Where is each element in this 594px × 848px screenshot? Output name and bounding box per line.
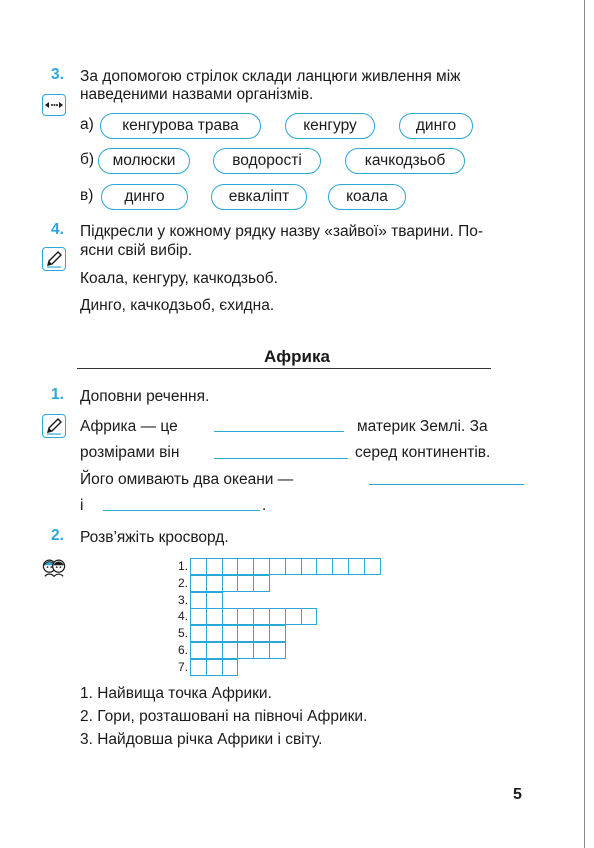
crossword-row-label: 6. xyxy=(177,643,188,657)
crossword-cell[interactable] xyxy=(332,558,349,575)
crossword-cell[interactable] xyxy=(253,558,270,575)
crossword-row xyxy=(190,625,285,642)
crossword-cell[interactable] xyxy=(190,608,207,625)
crossword-cell[interactable] xyxy=(222,659,239,676)
crossword-cell[interactable] xyxy=(206,625,223,642)
row-label-b: б) xyxy=(80,151,95,168)
crossword-cell[interactable] xyxy=(222,558,239,575)
pencil-icon xyxy=(42,247,66,271)
task1-line2-start: розмірами він xyxy=(80,444,180,461)
answer-blank[interactable] xyxy=(103,510,260,511)
clue-2: 2. Гори, розташовані на півночі Африки. xyxy=(80,708,368,725)
clue-1: 1. Найвища точка Африки. xyxy=(80,685,272,702)
organism-pill: молюски xyxy=(98,148,190,174)
task1-line1-start: Африка — це xyxy=(80,418,178,435)
crossword-cell[interactable] xyxy=(206,659,223,676)
crossword-cell[interactable] xyxy=(301,608,318,625)
crossword-cell[interactable] xyxy=(222,608,239,625)
crossword-cell[interactable] xyxy=(269,608,286,625)
crossword-cell[interactable] xyxy=(222,625,239,642)
crossword-cell[interactable] xyxy=(190,558,207,575)
section-title: Африка xyxy=(264,347,330,366)
crossword-cell[interactable] xyxy=(222,575,239,592)
crossword-cell[interactable] xyxy=(237,608,254,625)
crossword-cell[interactable] xyxy=(301,558,318,575)
task1-line4-start: і xyxy=(80,497,84,514)
task4-line1: Коала, кенгуру, качкодзьоб. xyxy=(80,270,278,287)
crossword-cell[interactable] xyxy=(237,558,254,575)
task1-number: 1. xyxy=(51,386,64,403)
crossword-cell[interactable] xyxy=(206,608,223,625)
organism-pill: динго xyxy=(101,184,188,210)
crossword-cell[interactable] xyxy=(348,558,365,575)
crossword-cell[interactable] xyxy=(269,642,286,659)
crossword-cell[interactable] xyxy=(237,575,254,592)
crossword-cell[interactable] xyxy=(190,642,207,659)
crossword-row xyxy=(190,659,237,676)
crossword-cell[interactable] xyxy=(206,592,223,609)
task4-line2: Динго, качкодзьоб, єхидна. xyxy=(80,297,275,314)
answer-blank[interactable] xyxy=(214,458,348,459)
crossword-row-label: 2. xyxy=(177,575,188,590)
crossword-cell[interactable] xyxy=(285,608,302,625)
task1-line4-end: . xyxy=(262,497,267,514)
crossword-cell[interactable] xyxy=(237,625,254,642)
task1-instruction: Доповни речення. xyxy=(80,388,210,405)
task3-text-line2: наведеними назвами організмів. xyxy=(80,86,314,103)
organism-pill: динго xyxy=(399,113,473,139)
crossword-row xyxy=(190,608,316,625)
task2-instruction: Розв’яжіть кросворд. xyxy=(80,529,229,546)
crossword-cell[interactable] xyxy=(190,625,207,642)
task3-number: 3. xyxy=(51,66,64,83)
crossword-row-label: 7. xyxy=(177,659,188,674)
answer-blank[interactable] xyxy=(369,484,524,485)
answer-blank[interactable] xyxy=(214,431,344,432)
crossword-row xyxy=(190,558,380,575)
page-edge xyxy=(584,0,585,848)
task1-line2-end: серед континентів. xyxy=(355,444,491,461)
crossword-row xyxy=(190,575,269,592)
organism-pill: кенгурова трава xyxy=(100,113,261,139)
section-divider xyxy=(77,368,491,369)
crossword-cell[interactable] xyxy=(190,575,207,592)
task4-text-line2: ясни свій вибір. xyxy=(80,242,193,259)
crossword-cell[interactable] xyxy=(190,592,207,609)
row-label-c: в) xyxy=(80,187,94,204)
crossword-cell[interactable] xyxy=(253,608,270,625)
crossword-row-label: 4. xyxy=(177,609,188,624)
crossword-cell[interactable] xyxy=(206,558,223,575)
crossword-row-label: 1. xyxy=(177,559,188,573)
organism-pill: кенгуру xyxy=(285,113,375,139)
page-number: 5 xyxy=(513,786,522,803)
organism-pill: качкодзьоб xyxy=(345,148,465,174)
crossword-row-label: 5. xyxy=(177,626,188,641)
group-icon xyxy=(42,556,66,580)
crossword-cell[interactable] xyxy=(269,558,286,575)
pencil-icon xyxy=(42,414,66,438)
crossword-cell[interactable] xyxy=(269,625,286,642)
crossword-cell[interactable] xyxy=(206,575,223,592)
crossword-cell[interactable] xyxy=(237,642,254,659)
crossword-cell[interactable] xyxy=(316,558,333,575)
row-label-a: а) xyxy=(80,116,94,133)
crossword-cell[interactable] xyxy=(253,625,270,642)
task4-number: 4. xyxy=(51,221,64,238)
task1-line3-start: Його омивають два океани — xyxy=(80,471,294,488)
crossword-row-label: 3. xyxy=(177,592,188,607)
clue-3: 3. Найдовша річка Африки і світу. xyxy=(80,731,323,748)
crossword-cell[interactable] xyxy=(190,659,207,676)
crossword-cell[interactable] xyxy=(206,642,223,659)
task1-line1-end: материк Землі. За xyxy=(357,418,488,435)
organism-pill: евкаліпт xyxy=(211,184,307,210)
crossword-cell[interactable] xyxy=(285,558,302,575)
arrows-icon xyxy=(42,94,66,116)
crossword-cell[interactable] xyxy=(253,642,270,659)
crossword-cell[interactable] xyxy=(253,575,270,592)
organism-pill: водорості xyxy=(213,148,321,174)
crossword-cell[interactable] xyxy=(222,642,239,659)
task4-text-line1: Підкресли у кожному рядку назву «зайвої» тварини. По- xyxy=(80,223,483,240)
task3-text-line1: За допомогою стрілок склади ланцюги живлення між xyxy=(80,68,461,85)
crossword-row xyxy=(190,642,285,659)
crossword-row xyxy=(190,592,222,609)
organism-pill: коала xyxy=(328,184,406,210)
task2-number: 2. xyxy=(51,527,64,544)
crossword-cell[interactable] xyxy=(364,558,381,575)
